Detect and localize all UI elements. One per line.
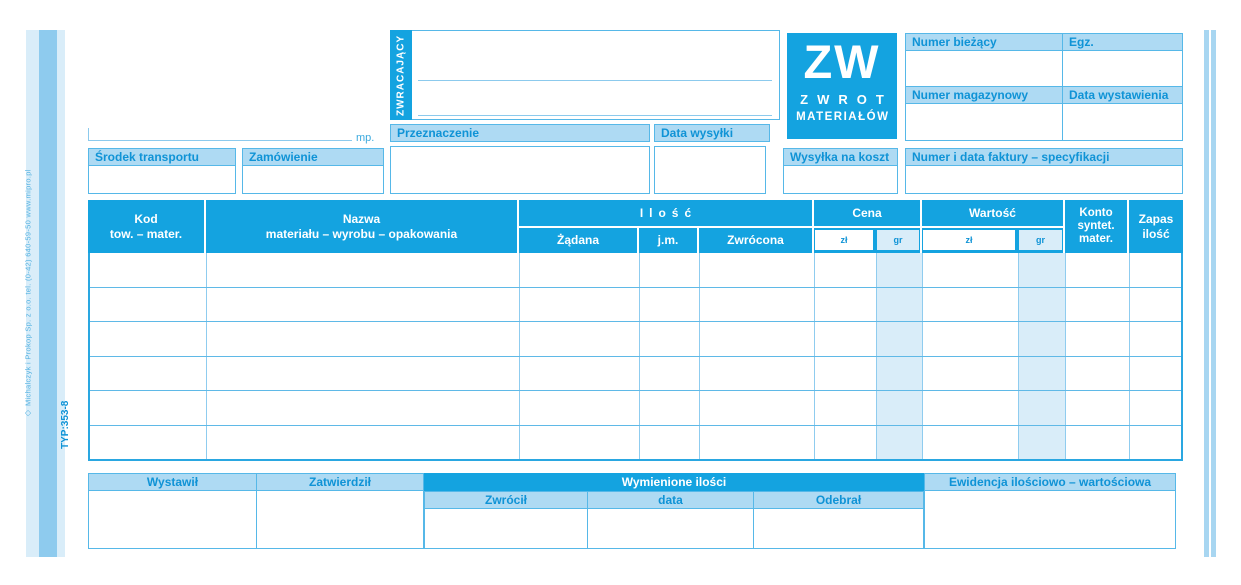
table-row [90, 426, 1181, 460]
right-edge-strip-2 [1211, 30, 1216, 557]
table-cell [90, 357, 207, 391]
table-cell [520, 288, 640, 322]
ewidencja-field [924, 490, 1176, 549]
table-cell [520, 426, 640, 460]
table-cell [815, 391, 877, 425]
table-cell [923, 253, 1019, 287]
table-cell [700, 357, 815, 391]
odebral-field [753, 508, 924, 549]
egz-label: Egz. [1069, 35, 1094, 49]
table-cell [207, 322, 520, 356]
table-cell [877, 288, 923, 322]
numer-magazynowy-header [905, 86, 1063, 104]
table-cell [815, 322, 877, 356]
srodek-transportu-header [88, 148, 236, 166]
col-kod-line1: Kod [134, 211, 158, 226]
table-cell [207, 391, 520, 425]
table-cell [1019, 426, 1066, 460]
egz-field [1062, 50, 1183, 87]
table-cell [1019, 357, 1066, 391]
table-cell [1130, 357, 1181, 391]
left-edge-strip-mid [39, 30, 57, 557]
col-jm: j.m. [657, 233, 679, 247]
left-edge-strip-inner [57, 30, 65, 557]
col-nazwa-line2: materiału – wyrobu – opakowania [265, 226, 458, 241]
numer-faktury-label: Numer i data faktury – specyfikacji [912, 150, 1110, 164]
table-cell [923, 357, 1019, 391]
wystawil-label: Wystawił [146, 475, 199, 489]
table-cell [1019, 322, 1066, 356]
data-field [587, 508, 754, 549]
table-cell [520, 253, 640, 287]
przeznaczenie-field [390, 146, 650, 194]
main-table-header [88, 200, 1183, 253]
table-cell [1066, 253, 1130, 287]
table-cell [923, 426, 1019, 460]
table-cell [815, 253, 877, 287]
zatwierdzil-header [256, 473, 424, 491]
table-cell [207, 253, 520, 287]
right-edge-strip-1 [1204, 30, 1209, 557]
mp-label: mp. [356, 132, 375, 144]
col-konto-line3: mater. [1079, 233, 1113, 246]
egz-header [1062, 33, 1183, 51]
table-cell [815, 357, 877, 391]
data-wysylki-header [654, 124, 770, 142]
stamp-line-tick [88, 128, 89, 140]
table-cell [1130, 322, 1181, 356]
doc-code-box [787, 33, 897, 139]
table-cell [1019, 253, 1066, 287]
numer-biezacy-label: Numer bieżący [912, 35, 997, 49]
doc-title-line1: ZWROT [800, 92, 893, 108]
table-cell [1066, 322, 1130, 356]
col-zwrocona: Zwrócona [727, 233, 784, 247]
zwracajacy-tab [390, 30, 412, 120]
table-cell [640, 391, 700, 425]
zwrocil-header [424, 491, 588, 509]
group-wartosc: Wartość [969, 205, 1016, 220]
table-cell [700, 322, 815, 356]
col-nazwa [206, 200, 517, 253]
zamowienie-header [242, 148, 384, 166]
wystawil-field [88, 490, 257, 549]
table-cell [700, 426, 815, 460]
table-cell [1066, 426, 1130, 460]
col-konto [1065, 200, 1127, 253]
table-cell [90, 426, 207, 460]
data-header [587, 491, 754, 509]
table-cell [640, 253, 700, 287]
table-row [90, 253, 1181, 288]
group-cena: Cena [852, 205, 882, 220]
data-wysylki-field [654, 146, 766, 194]
table-cell [700, 288, 815, 322]
data-wysylki-label: Data wysyłki [661, 126, 734, 140]
sub-zl-cena: zł [815, 230, 873, 250]
zwracajacy-box [390, 30, 780, 120]
zwracajacy-writing-line-1 [418, 80, 772, 81]
table-cell [640, 322, 700, 356]
table-cell [1019, 391, 1066, 425]
table-row [90, 288, 1181, 323]
zamowienie-label: Zamówienie [249, 150, 318, 164]
col-zapas [1129, 200, 1183, 253]
doc-code: ZW [803, 35, 881, 88]
col-konto-line2: syntet. [1077, 219, 1115, 232]
numer-magazynowy-field [905, 103, 1063, 141]
table-cell [1130, 253, 1181, 287]
table-cell [877, 253, 923, 287]
table-cell [520, 322, 640, 356]
numer-magazynowy-label: Numer magazynowy [912, 88, 1029, 102]
table-cell [877, 391, 923, 425]
zwracajacy-writing-line-2 [418, 115, 772, 116]
numer-faktury-field [905, 165, 1183, 194]
table-cell [90, 391, 207, 425]
form-type-label: TYP:353-8 [60, 400, 71, 450]
table-cell [1130, 391, 1181, 425]
sub-gr-cena: gr [877, 230, 919, 250]
przeznaczenie-label: Przeznaczenie [397, 126, 480, 140]
zatwierdzil-field [256, 490, 424, 549]
table-cell [1066, 391, 1130, 425]
zamowienie-field [242, 165, 384, 194]
table-cell [207, 426, 520, 460]
col-zapas-line2: ilość [1142, 226, 1170, 241]
main-table-body [88, 253, 1183, 461]
table-cell [90, 322, 207, 356]
table-cell [1130, 426, 1181, 460]
table-row [90, 322, 1181, 357]
printer-credit-text: Michalczyk i Prokop Sp. z o.o. tel. (0-42) 640-59-50 www.mipro.pl [23, 169, 33, 407]
zwrocil-label: Zwrócił [484, 493, 527, 507]
table-cell [877, 357, 923, 391]
table-cell [877, 426, 923, 460]
sub-zl-wartosc: zł [923, 230, 1015, 250]
table-cell [90, 253, 207, 287]
col-kod [88, 200, 204, 253]
printer-logo-icon: ◇ [23, 406, 33, 419]
table-row [90, 357, 1181, 392]
table-cell [1019, 288, 1066, 322]
sub-gr-wartosc: gr [1019, 230, 1062, 250]
table-cell [1066, 288, 1130, 322]
ewidencja-label: Ewidencja ilościowo – wartościowa [948, 475, 1152, 489]
odebral-label: Odebrał [815, 493, 862, 507]
numer-biezacy-header [905, 33, 1063, 51]
data-wystawienia-label: Data wystawienia [1069, 88, 1169, 102]
stamp-line [88, 140, 352, 141]
srodek-transportu-field [88, 165, 236, 194]
table-cell [520, 391, 640, 425]
table-cell [640, 426, 700, 460]
table-cell [700, 391, 815, 425]
col-nazwa-line1: Nazwa [342, 211, 381, 226]
odebral-header [753, 491, 924, 509]
przeznaczenie-header [390, 124, 650, 142]
table-cell [207, 288, 520, 322]
wysylka-na-koszt-header [783, 148, 898, 166]
printer-credit [21, 138, 35, 450]
table-cell [923, 322, 1019, 356]
table-cell [700, 253, 815, 287]
wysylka-na-koszt-label: Wysyłka na koszt [790, 150, 890, 164]
table-cell [1130, 288, 1181, 322]
wymienione-label: Wymienione ilości [621, 475, 727, 489]
srodek-transportu-label: Środek transportu [95, 150, 200, 164]
zwrocil-field [424, 508, 588, 549]
table-cell [923, 391, 1019, 425]
wysylka-na-koszt-field [783, 165, 898, 194]
doc-title-line2: MATERIAŁÓW [796, 111, 890, 124]
data-wystawienia-field [1062, 103, 1183, 141]
table-cell [640, 357, 700, 391]
table-cell [815, 288, 877, 322]
col-zadana: Żądana [556, 233, 599, 247]
wymienione-header [424, 473, 924, 491]
table-cell [1066, 357, 1130, 391]
col-konto-line1: Konto [1079, 206, 1113, 219]
numer-faktury-header [905, 148, 1183, 166]
table-cell [207, 357, 520, 391]
zatwierdzil-label: Zatwierdził [308, 475, 371, 489]
data-wystawienia-header [1062, 86, 1183, 104]
numer-biezacy-field [905, 50, 1063, 87]
table-cell [90, 288, 207, 322]
table-row [90, 391, 1181, 426]
table-cell [815, 426, 877, 460]
data-label: data [658, 493, 683, 507]
table-cell [877, 322, 923, 356]
zwracajacy-label: ZWRACAJĄCY [395, 34, 407, 116]
col-zapas-line1: Zapas [1138, 211, 1174, 226]
table-cell [640, 288, 700, 322]
group-ilosc: Ilość [639, 205, 698, 220]
col-kod-line2: tow. – mater. [109, 226, 183, 241]
table-cell [520, 357, 640, 391]
ewidencja-header [924, 473, 1176, 491]
wystawil-header [88, 473, 257, 491]
table-cell [923, 288, 1019, 322]
